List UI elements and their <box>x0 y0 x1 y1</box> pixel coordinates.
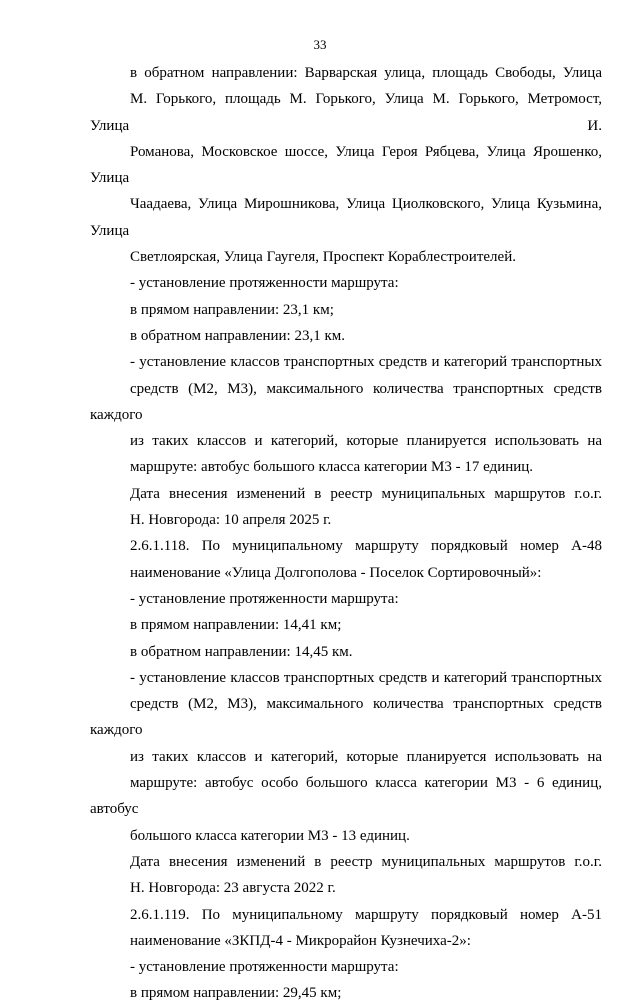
text-line: - установление протяженности маршрута: <box>130 959 399 976</box>
text-line: в прямом направлении: 23,1 км; <box>130 301 334 318</box>
text-line: в обратном направлении: 23,1 км. <box>130 327 346 344</box>
text-line: средств (М2, М3), максимального количества транспортных средств каждого <box>90 380 602 423</box>
text-line: Н. Новгорода: 10 апреля 2025 г. <box>130 512 332 529</box>
text-line: в прямом направлении: 29,45 км; <box>130 985 342 1002</box>
text-line: - установление протяженности маршрута: <box>130 590 399 607</box>
text-line: в прямом направлении: 14,41 км; <box>130 617 342 634</box>
text-line: из таких классов и категорий, которые планируется использовать на <box>130 433 602 450</box>
paragraph-vehicle-classes-1 <box>90 349 602 480</box>
paragraph-item-2-6-1-118 <box>90 533 602 586</box>
page-number: 33 <box>313 37 327 52</box>
text-line: в обратном направлении: 14,45 км. <box>130 643 353 660</box>
text-line: Дата внесения изменений в реестр муниципальных маршрутов г.о.г. <box>130 853 602 870</box>
paragraph-registry-date-1 <box>90 481 602 534</box>
text-line: Чаадаева, Улица Мирошникова, Улица Циолковского, Улица Кузьмина, Улица <box>90 196 602 239</box>
text-line: наименование «ЗКПД-4 - Микрорайон Кузнечиха-2»: <box>130 932 471 949</box>
text-line: в обратном направлении: Варварская улица, площадь Свободы, Улица <box>130 65 602 81</box>
paragraph-reverse-length-1 <box>90 323 602 349</box>
paragraph-length-heading-1 <box>90 270 602 296</box>
document-body <box>90 60 602 1007</box>
text-line: 2.6.1.118. По муниципальному маршруту порядковый номер А-48 <box>130 538 602 555</box>
paragraph-vehicle-classes-2 <box>90 665 602 849</box>
paragraph-length-heading-2 <box>90 586 602 612</box>
paragraph-forward-length-3 <box>90 980 602 1006</box>
paragraph-length-heading-3 <box>90 954 602 980</box>
text-line: маршруте: автобус большого класса категории М3 - 17 единиц. <box>130 459 534 476</box>
text-line: из таких классов и категорий, которые планируется использовать на <box>130 748 602 765</box>
text-line: Дата внесения изменений в реестр муниципальных маршрутов г.о.г. <box>130 485 602 502</box>
paragraph-reverse-length-2 <box>90 639 602 665</box>
paragraph-registry-date-2 <box>90 849 602 902</box>
text-line: маршруте: автобус особо большого класса категории М3 - 6 единиц, автобус <box>90 775 602 818</box>
text-line: большого класса категории М3 - 13 единиц. <box>130 827 410 844</box>
text-line: наименование «Улица Долгополова - Поселок Сортировочный»: <box>130 564 542 581</box>
text-line: - установление классов транспортных средств и категорий транспортных <box>130 354 602 371</box>
text-line: 2.6.1.119. По муниципальному маршруту порядковый номер А-51 <box>130 906 602 923</box>
paragraph-item-2-6-1-119 <box>90 902 602 955</box>
text-line: - установление классов транспортных средств и категорий транспортных <box>130 669 602 686</box>
text-line: Романова, Московское шоссе, Улица Героя Рябцева, Улица Ярошенко, Улица <box>90 143 602 187</box>
text-line: Н. Новгорода: 23 августа 2022 г. <box>130 880 336 897</box>
text-line: - установление протяженности маршрута: <box>130 275 399 292</box>
paragraph-reverse-route-streets <box>90 60 602 270</box>
paragraph-forward-length-1 <box>90 297 602 323</box>
text-line: М. Горького, площадь М. Горького, Улица М. Горького, Метромост, Улица И. <box>90 91 602 134</box>
paragraph-forward-length-2 <box>90 612 602 638</box>
text-line: Светлоярская, Улица Гаугеля, Проспект Кораблестроителей. <box>130 249 516 266</box>
text-line: средств (М2, М3), максимального количества транспортных средств каждого <box>90 696 602 739</box>
